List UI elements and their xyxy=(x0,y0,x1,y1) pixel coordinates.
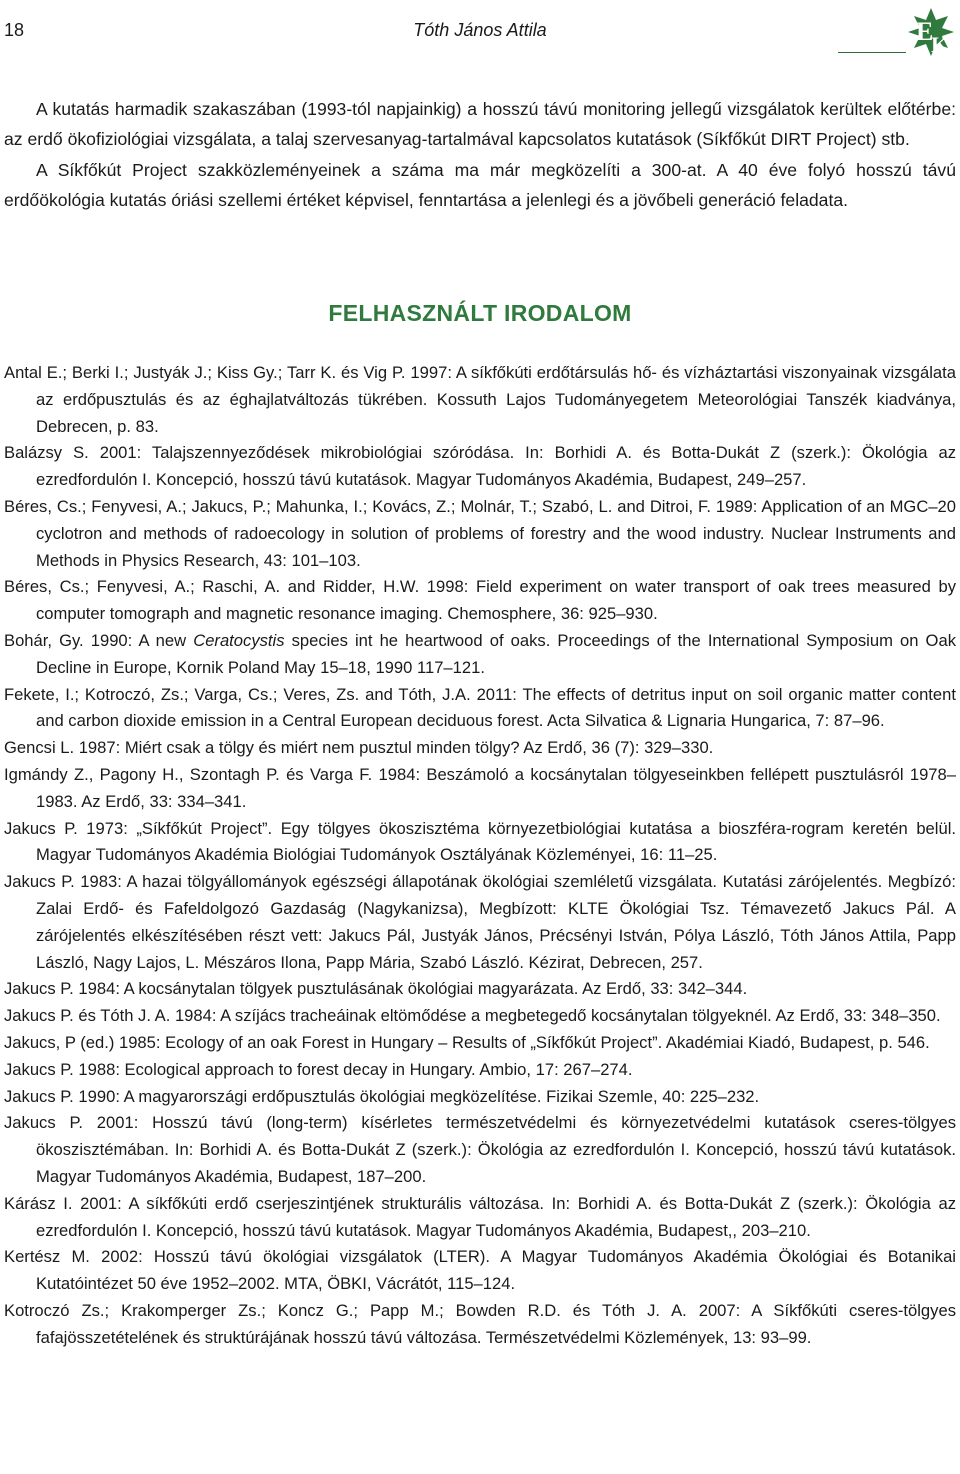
page-number: 18 xyxy=(4,20,25,40)
reference-item: Gencsi L. 1987: Miért csak a tölgy és miért nem pusztul minden tölgy? Az Erdő, 36 (7): 329–330. xyxy=(4,738,714,758)
reference-item: Jakucs P. és Tóth J. A. 1984: A szíjács tracheáinak eltömődése a megbetegedő kocsánytalan tölgyeknél. Az Erdő, 33: 348–350. xyxy=(4,1006,941,1026)
reference-item: Jakucs P. 1973: „Síkfőkút Project”. Egy tölgyes ökoszisztéma környezetbiológiai kutatása a bioszféra-rogram keretén belül. Magyar Tudományos Akadémia Biológiai Tudományok Osztályának Közleményei, 16: 11–25. xyxy=(4,818,956,865)
svg-text:K: K xyxy=(931,32,949,57)
running-title: Tóth János Attila xyxy=(413,20,547,40)
journal-logo-icon xyxy=(906,6,956,58)
reference-item: Kertész M. 2002: Hosszú távú ökológiai vizsgálatok (LTER). A Magyar Tudományos Akadémia Ökológiai és Botanikai Kutatóintézet 50 éve 1952–2002. MTA, ÖBKI, Vácrátót, 115–124. xyxy=(4,1247,956,1294)
reference-list xyxy=(4,360,956,1351)
reference-item: Igmándy Z., Pagony H., Szontagh P. és Varga F. 1984: Beszámoló a kocsánytalan tölgyeseinkben fellépett pusztulásról 1978–1983. Az Erdő, 33: 334–341. xyxy=(4,764,956,811)
reference-item: Balázsy S. 2001: Talajszennyeződések mikrobiológiai szóródása. In: Borhidi A. és Botta-Dukát Z (szerk.): Ökológia az ezredfordulón I. Koncepció, hosszú távú kutatások. Magyar Tudományos Akadémia, Budapest, 249–257. xyxy=(4,443,956,490)
reference-item: Béres, Cs.; Fenyvesi, A.; Jakucs, P.; Mahunka, I.; Kovács, Z.; Molnár, T.; Szabó, L. and Ditroi, F. 1989: Application of an MGC–20 cyclotron and methods of radoecology in solution of problems of forestry and the wood industry. Nuclear Instruments and Methods in Physics Research, 43: 101–103. xyxy=(4,496,956,570)
reference-item: Antal E.; Berki I.; Justyák J.; Kiss Gy.; Tarr K. és Vig P. 1997: A síkfőkúti erdőtársulás hő- és vízháztartási viszonyainak vizsgálata az erdőpusztulás és az éghajlatváltozás tükrében. Kossuth Lajos Tudományegetem Meteorológiai Tanszék kiadványa, Debrecen, p. 83. xyxy=(4,363,956,436)
body-text xyxy=(4,94,956,216)
reference-item: Jakucs P. 1983: A hazai tölgyállományok egészségi állapotának ökológiai szemléletű vizsgálata. Kutatási zárójelentés. Megbízó: Zalai Erdő- és Fafeldolgozó Gazdaság (Nagykanizsa), Megbízott: KLTE Ökológiai Tsz. Témavezető Jakucs Pál. A zárójelentés elkészítésében részt vett: Jakucs Pál, Justyák János, Précsényi István, Pólya László, Tóth János Attila, Papp László, Nagy Lajos, L. Mészáros Ilona, Papp Mária, Szabó László. Kézirat, Debrecen, 257. xyxy=(4,872,956,972)
reference-item: Jakucs P. 1990: A magyarországi erdőpusztulás ökológiai megközelítése. Fizikai Szemle, 40: 225–232. xyxy=(4,1086,760,1106)
reference-item: Jakucs P. 1984: A kocsánytalan tölgyek pusztulásának ökológiai magyarázata. Az Erdő, 33: 342–344. xyxy=(4,979,748,999)
reference-item xyxy=(4,628,956,682)
reference-item: Jakucs P. 2001: Hosszú távú (long-term) kísérletes természetvédelmi és környezetvédelmi kutatások cseres-tölgyes ökoszisztémában. In: Borhidi A. és Botta-Dukát Z (szerk.): Ökológia az ezredfordulón I. Koncepció, hosszú távú kutatások. Magyar Tudományos Akadémia, Budapest, 187–200. xyxy=(4,1113,956,1186)
paragraph: A Síkfőkút Project szakközleményeinek a száma ma már megközelíti a 300-at. A 40 éve folyó hosszú távú erdőökológia kutatás óriási szellemi értéket képvisel, fenntartása a jelenlegi és a jövőbeli generáció feladata. xyxy=(4,159,956,211)
reference-item: Fekete, I.; Kotroczó, Zs.; Varga, Cs.; Veres, Zs. and Tóth, J.A. 2011: The effects of detritus input on soil organic matter content and carbon dioxide emission in a Central European deciduous forest. Acta Silvatica & Lignaria Hungarica, 7: 87–96. xyxy=(4,684,956,731)
paragraph: A kutatás harmadik szakaszában (1993-tól napjainkig) a hosszú távú monitoring jellegű vizsgálatok kerültek előtérbe: az erdő ökofiziológiai vizsgálata, a talaj szervesanyag-tartalmával kapcsolatos kutatások (Síkfőkút DIRT Project) stb. xyxy=(4,99,956,150)
reference-item: Kotroczó Zs.; Krakomperger Zs.; Koncz G.; Papp M.; Bowden R.D. és Tóth J. A. 2007: A Síkfőkúti cseres-tölgyes fafajösszetételének és struktúrájának hosszú távú változása. Természetvédelmi Közlemények, 13: 93–99. xyxy=(4,1300,956,1347)
reference-item: Jakucs, P (ed.) 1985: Ecology of an oak Forest in Hungary – Results of „Síkfőkút Project”. Akadémiai Kiadó, Budapest, p. 546. xyxy=(4,1032,930,1052)
reference-item: Jakucs P. 1988: Ecological approach to forest decay in Hungary. Ambio, 17: 267–274. xyxy=(4,1059,633,1079)
section-heading: FELHASZNÁLT IRODALOM xyxy=(328,300,632,326)
svg-text:E: E xyxy=(916,17,934,46)
species-name: Ceratocystis xyxy=(193,630,285,650)
reference-item: Kárász I. 2001: A síkfőkúti erdő cserjeszintjének strukturális változása. In: Borhidi A. és Botta-Dukát Z (szerk.): Ökológia az ezredfordulón I. Koncepció, hosszú távú kutatások. Magyar Tudományos Akadémia, Budapest,, 203–210. xyxy=(4,1193,956,1240)
page-header xyxy=(0,0,960,60)
reference-text: species int he heartwood of oaks. Proceedings of the International Symposium on Oak Decline in Europe, Kornik Poland May 15–18, 1990 117–121. xyxy=(36,630,956,677)
reference-item: Béres, Cs.; Fenyvesi, A.; Raschi, A. and Ridder, H.W. 1998: Field experiment on water transport of oak trees measured by computer tomograph and magnetic resonance imaging. Chemosphere, 36: 925–930. xyxy=(4,577,956,624)
reference-text: Bohár, Gy. 1990: A new xyxy=(4,630,194,650)
